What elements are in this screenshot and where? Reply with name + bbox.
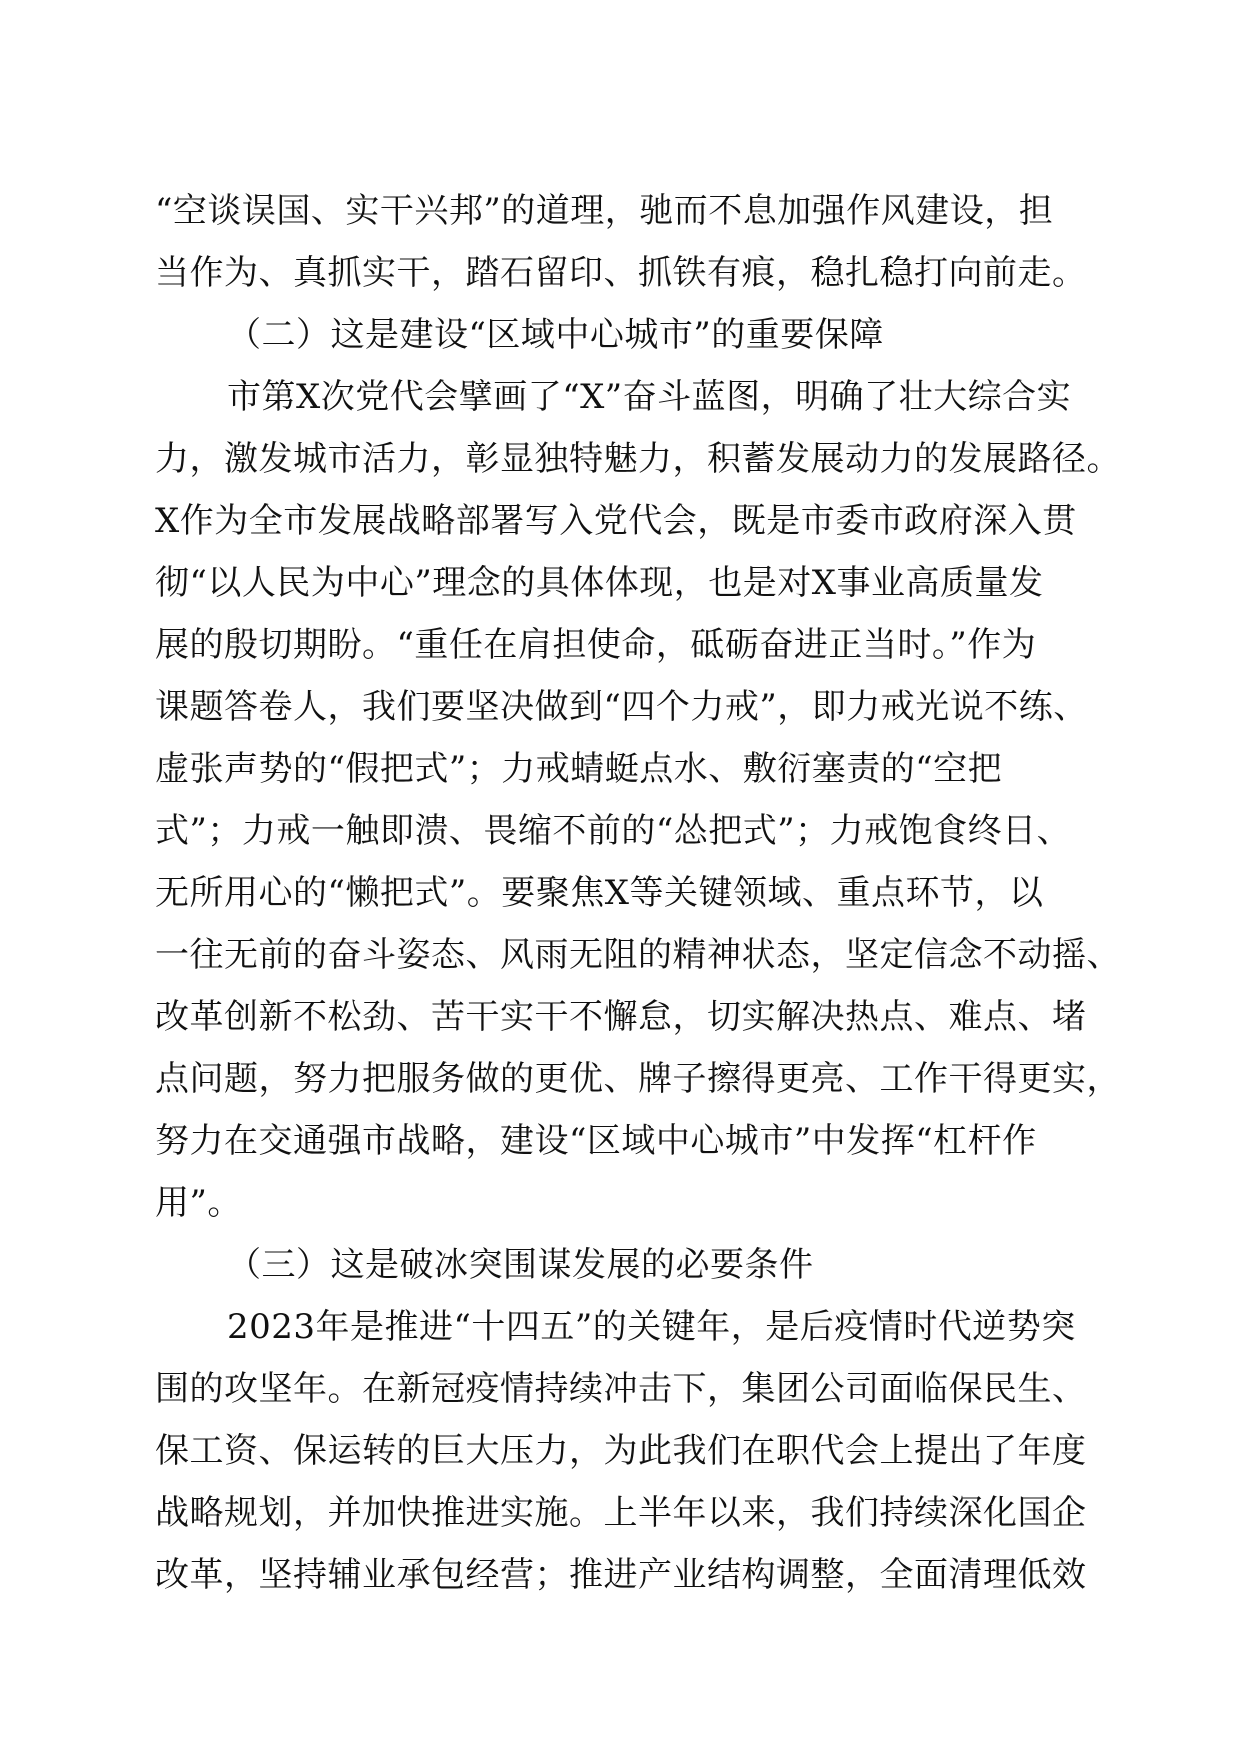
body-line: 力，激发城市活力，彰显独特魅力，积蓄发展动力的发展路径。 <box>155 439 1121 479</box>
body-line: 虚张声势的“假把式”；力戒蜻蜓点水、敷衍塞责的“空把 <box>155 749 1003 789</box>
document-body <box>155 180 1121 1606</box>
body-line: 战略规划，并加快推进实施。上半年以来，我们持续深化国企 <box>155 1493 1087 1533</box>
body-line: 围的攻坚年。在新冠疫情持续冲击下，集团公司面临保民生、 <box>155 1369 1087 1409</box>
body-line: 展的殷切期盼。“重任在肩担使命，砥砺奋进正当时。”作为 <box>155 625 1037 665</box>
body-line: 式”；力戒一触即溃、畏缩不前的“怂把式”；力戒饱食终日、 <box>155 811 1072 851</box>
paragraph-start: 2023年是推进“十四五”的关键年，是后疫情时代逆势突 <box>227 1307 1076 1347</box>
body-line: 用”。 <box>155 1183 242 1223</box>
body-line: 点问题，努力把服务做的更优、牌子擦得更亮、工作干得更实， <box>155 1059 1121 1099</box>
body-line: “空谈误国、实干兴邦”的道理，驰而不息加强作风建设，担 <box>155 191 1054 231</box>
body-line: 无所用心的“懒把式”。要聚焦X等关键领域、重点环节，以 <box>155 873 1044 913</box>
body-line: 一往无前的奋斗姿态、风雨无阻的精神状态，坚定信念不动摇、 <box>155 935 1121 975</box>
body-line: X作为全市发展战略部署写入党代会，既是市委市政府深入贯 <box>155 501 1077 541</box>
section-heading-3: （三）这是破冰突围谋发展的必要条件 <box>227 1245 814 1285</box>
body-line: 改革创新不松劲、苦干实干不懈怠，切实解决热点、难点、堵 <box>155 997 1087 1037</box>
body-line: 保工资、保运转的巨大压力，为此我们在职代会上提出了年度 <box>155 1431 1087 1471</box>
body-line: 当作为、真抓实干，踏石留印、抓铁有痕，稳扎稳打向前走。 <box>155 253 1087 293</box>
body-line: 努力在交通强市战略，建设“区域中心城市”中发挥“杠杆作 <box>155 1121 1037 1161</box>
body-line: 课题答卷人，我们要坚决做到“四个力戒”，即力戒光说不练、 <box>155 687 1088 727</box>
section-heading-2: （二）这是建设“区域中心城市”的重要保障 <box>227 315 884 355</box>
body-line: 改革，坚持辅业承包经营；推进产业结构调整，全面清理低效 <box>155 1555 1087 1595</box>
body-line: 彻“以人民为中心”理念的具体体现，也是对X事业高质量发 <box>155 563 1044 603</box>
paragraph-start: 市第X次党代会擘画了“X”奋斗蓝图，明确了壮大综合实 <box>227 377 1072 417</box>
